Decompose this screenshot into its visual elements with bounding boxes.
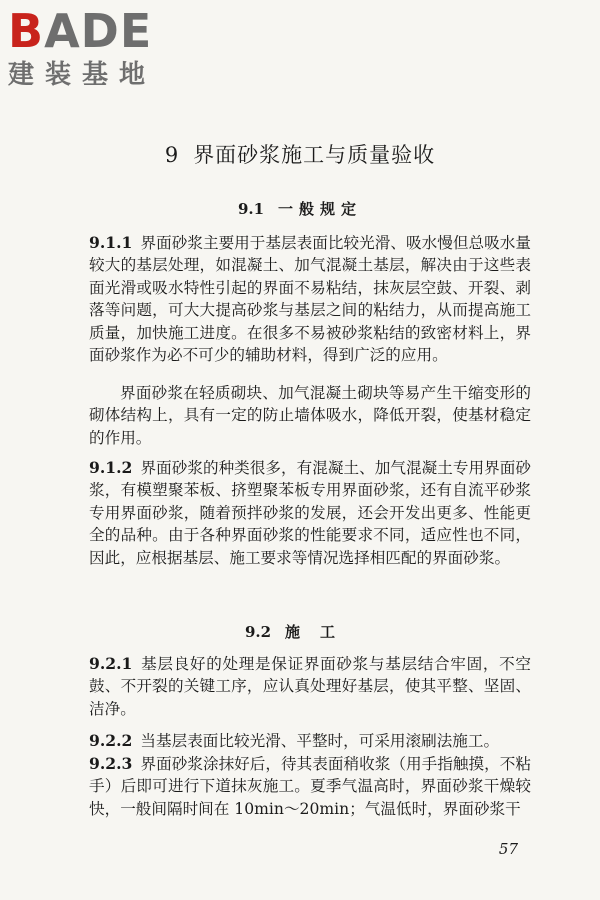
section-title: 施工 bbox=[285, 623, 356, 641]
clause-9-1-1 bbox=[89, 232, 531, 366]
clause-text: 界面砂浆涂抹好后，待其表面稍收浆（用手指触摸，不粘手）后即可进行下道抹灰施工。夏季气温高时，界面砂浆干燥较快，一般间隔时间在 10min～20min；气温低时，界面砂浆干 bbox=[89, 755, 531, 818]
clause-9-2-1 bbox=[89, 653, 531, 720]
section-number: 9.2 bbox=[244, 623, 272, 641]
clause-9-2-2 bbox=[89, 730, 531, 752]
clause-number: 9.1.1 bbox=[89, 233, 133, 252]
clause-number: 9.2.2 bbox=[89, 731, 133, 750]
logo-accent-letter: B bbox=[8, 4, 45, 58]
logo-subtitle: 建装基地 bbox=[8, 60, 157, 90]
clause-text: 当基层表面比较光滑、平整时，可采用滚刷法施工。 bbox=[140, 732, 500, 750]
chapter-number: 9 bbox=[164, 143, 180, 167]
clause-number: 9.2.3 bbox=[89, 754, 133, 773]
section-title: 一般规定 bbox=[278, 200, 363, 218]
publisher-logo bbox=[8, 6, 178, 92]
page-number: 57 bbox=[498, 840, 518, 858]
clause-number: 9.1.2 bbox=[89, 458, 133, 477]
clause-9-1-2 bbox=[89, 457, 531, 569]
chapter-title bbox=[0, 140, 600, 170]
clause-9-2-3 bbox=[89, 753, 531, 820]
paragraph-text: 界面砂浆在轻质砌块、加气混凝土砌块等易产生干缩变形的砌体结构上，具有一定的防止墙体吸水，降低开裂，使基材稳定的作用。 bbox=[89, 384, 531, 447]
logo-letters: ADE bbox=[44, 4, 153, 58]
section-heading-9-1 bbox=[0, 197, 600, 221]
clause-9-1-1-continuation bbox=[89, 382, 531, 449]
clause-text: 界面砂浆主要用于基层表面比较光滑、吸水慢但总吸水量较大的基层处理，如混凝土、加气混凝土基层，解决由于这些表面光滑或吸水特性引起的界面不易粘结，抹灰层空鼓、开裂、剥落等问题，可大大提高砂浆与基层之间的粘结力，从而提高施工质量，加快施工进度。在很多不易被砂浆粘结的致密材料上，界面砂浆作为必不可少的辅助材料，得到广泛的应用。 bbox=[89, 234, 531, 365]
logo-wordmark bbox=[8, 6, 178, 56]
section-number: 9.1 bbox=[237, 200, 265, 218]
clause-number: 9.2.1 bbox=[89, 654, 133, 673]
clause-text: 基层良好的处理是保证界面砂浆与基层结合牢固，不空鼓、不开裂的关键工序，应认真处理好基层，使其平整、坚固、洁净。 bbox=[89, 655, 531, 718]
section-heading-9-2 bbox=[0, 620, 600, 644]
chapter-heading: 界面砂浆施工与质量验收 bbox=[193, 143, 436, 167]
clause-text: 界面砂浆的种类很多，有混凝土、加气混凝土专用界面砂浆，有模塑聚苯板、挤塑聚苯板专用界面砂浆，还有自流平砂浆专用界面砂浆，随着预拌砂浆的发展，还会开发出更多、性能更全的品种。由于各种界面砂浆的性能要求不同，适应性也不同，因此，应根据基层、施工要求等情况选择相匹配的界面砂浆。 bbox=[89, 459, 531, 567]
